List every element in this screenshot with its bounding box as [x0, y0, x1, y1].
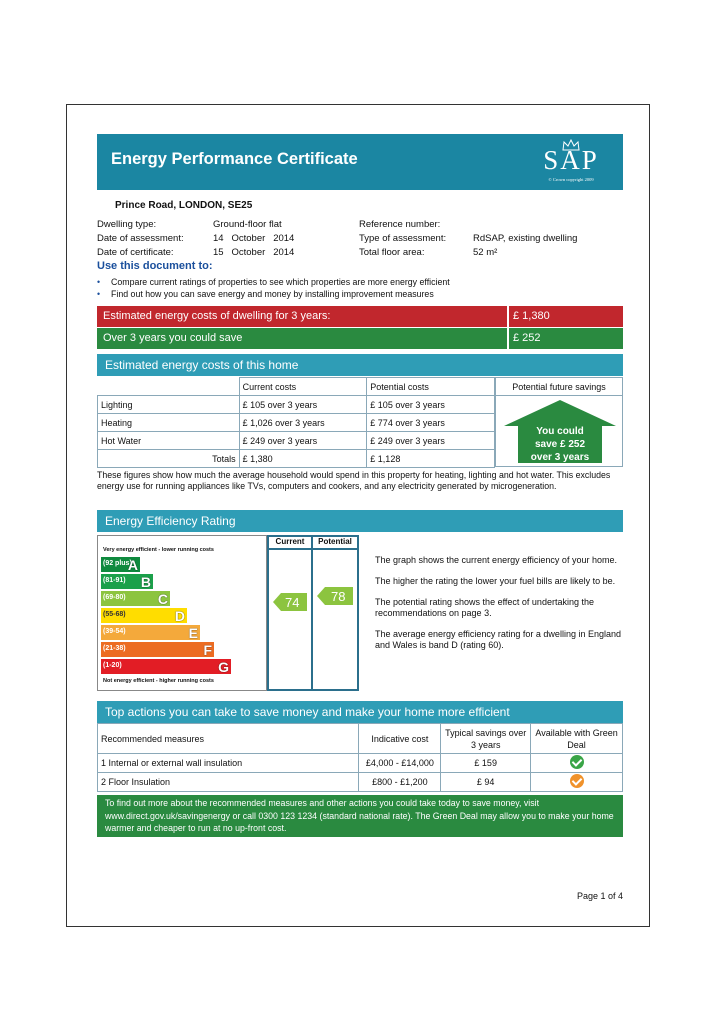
efficiency-rating-heading [97, 510, 623, 532]
top-actions-heading [97, 701, 623, 723]
dwelling-info-right [359, 219, 621, 261]
cost-item-current: £ 105 over 3 years [239, 396, 367, 414]
dwelling-type-label: Dwelling type: [97, 219, 157, 230]
rating-text: The average energy efficiency rating for a dwelling in England and Wales is band D (rating 60). [375, 629, 621, 650]
action-cost: £800 - £1,200 [359, 773, 441, 792]
potential-saving-bar [97, 328, 623, 349]
certificate-page [66, 104, 650, 927]
estimated-costs-heading-text: Estimated energy costs of this home [105, 358, 299, 372]
costs-note: These figures show how much the average household would spend in this property for heating, lighting and hot water. This excludes energy use for running appliances like TVs, computers and cookers, and any electricity generated by microgeneration. [97, 470, 611, 491]
estimated-cost-value: £ 1,380 [507, 306, 623, 327]
certificate-date-value: 15 October 2014 [213, 247, 295, 258]
band-range: (69-80) [103, 594, 126, 601]
table-row [98, 432, 495, 450]
use-document-bullet: • Compare current ratings of properties to see which properties are more energy efficient [111, 277, 450, 287]
action-measure: 2 Floor Insulation [98, 773, 359, 792]
potential-column [311, 535, 359, 691]
band-range: (92 plus) [103, 560, 132, 567]
cost-item-potential: £ 774 over 3 years [367, 414, 495, 432]
totals-label: Totals [98, 450, 240, 468]
property-address: Prince Road, LONDON, SE25 [115, 200, 253, 211]
band-letter: F [203, 642, 212, 658]
certificate-date-label: Date of certificate: [97, 247, 174, 258]
col-potential-costs: Potential costs [367, 378, 495, 396]
current-column [267, 535, 313, 691]
col-indicative-cost: Indicative cost [359, 724, 441, 754]
more-info-bar: To find out more about the recommended measures and other actions you could take today to save money, visit www.direct.gov.uk/savingenergy or call 0300 123 1234 (standard national rate). The Green Deal may allow you to make your home warmer and cheaper to run at no up-front cost. [97, 795, 623, 837]
savings-line: You could [536, 426, 584, 437]
col-recommended-measures: Recommended measures [98, 724, 359, 754]
assessment-type-label: Type of assessment: [359, 233, 447, 244]
rating-text: The graph shows the current energy efficiency of your home. [375, 555, 617, 565]
table-row [98, 414, 495, 432]
estimated-costs-heading [97, 354, 623, 376]
floor-area-value: 52 m² [473, 247, 498, 258]
top-actions-heading-text: Top actions you can take to save money and make your home more efficient [105, 705, 510, 719]
bottom-caption: Not energy efficient - higher running costs [103, 678, 214, 684]
sap-copyright: © Crown copyright 2009 [548, 177, 594, 182]
assessment-date-label: Date of assessment: [97, 233, 184, 244]
cost-item-name: Lighting [98, 396, 240, 414]
future-savings-header: Potential future savings [512, 382, 606, 392]
col-typical-savings: Typical savings over 3 years [441, 724, 531, 754]
savings-line: save £ 252 [534, 439, 586, 450]
savings-house-text [502, 425, 618, 464]
potential-saving-value: £ 252 [507, 328, 623, 349]
floor-area-label: Total floor area: [359, 247, 425, 258]
dwelling-type-value: Ground-floor flat [213, 219, 282, 230]
assessment-date-value: 14 October 2014 [213, 233, 295, 244]
assessment-type-value: RdSAP, existing dwelling [473, 233, 578, 244]
band-letter: A [127, 557, 138, 573]
band-letter: C [157, 591, 168, 607]
table-row [98, 773, 623, 792]
estimated-cost-bar [97, 306, 623, 327]
sap-logo [535, 139, 607, 185]
top-caption: Very energy efficient - lower running costs [103, 547, 214, 553]
costs-table [97, 377, 495, 468]
sap-logo-text: SAP [543, 145, 599, 175]
savings-line: over 3 years [530, 452, 590, 463]
band-range: (1-20) [103, 662, 122, 669]
rating-band-c [101, 591, 170, 606]
action-savings: £ 159 [441, 754, 531, 773]
cost-item-current: £ 249 over 3 years [239, 432, 367, 450]
total-current: £ 1,380 [239, 450, 367, 468]
rating-text: The potential rating shows the effect of undertaking the recommendations on page 3. [375, 597, 594, 618]
table-row [98, 396, 495, 414]
green-deal-cell [531, 754, 623, 773]
cost-item-potential: £ 105 over 3 years [367, 396, 495, 414]
potential-saving-label: Over 3 years you could save [103, 332, 243, 344]
cost-item-name: Hot Water [98, 432, 240, 450]
costs-table-corner [98, 378, 240, 396]
cost-item-name: Heating [98, 414, 240, 432]
current-rating-value: 74 [285, 595, 300, 610]
current-column-header: Current [269, 537, 311, 550]
action-cost: £4,000 - £14,000 [359, 754, 441, 773]
potential-rating-value: 78 [331, 589, 346, 604]
rating-band-g [101, 659, 231, 674]
col-current-costs: Current costs [239, 378, 367, 396]
totals-row [98, 450, 495, 468]
cost-item-potential: £ 249 over 3 years [367, 432, 495, 450]
rating-band-f [101, 642, 214, 657]
rating-band-a [101, 557, 140, 572]
cost-item-current: £ 1,026 over 3 years [239, 414, 367, 432]
page-number: Page 1 of 4 [577, 891, 624, 901]
certificate-header [97, 134, 623, 190]
use-document-title: Use this document to: [97, 260, 213, 272]
band-letter: B [140, 574, 151, 590]
band-letter: G [218, 659, 229, 675]
dwelling-info-left [97, 219, 367, 261]
future-savings-panel [495, 377, 623, 467]
efficiency-chart [97, 535, 359, 691]
band-range: (21-38) [103, 645, 126, 652]
green-deal-cell [531, 773, 623, 792]
green-deal-check-icon [570, 755, 584, 769]
band-range: (39-54) [103, 628, 126, 635]
col-green-deal: Available with Green Deal [531, 724, 623, 754]
band-letter: D [174, 608, 185, 624]
potential-column-header: Potential [313, 537, 357, 550]
use-document-bullet: • Find out how you can save energy and money by installing improvement measures [111, 289, 434, 299]
rating-explanation [375, 555, 623, 651]
rating-band-d [101, 608, 187, 623]
band-range: (55-68) [103, 611, 126, 618]
rating-text: The higher the rating the lower your fuel bills are likely to be. [375, 576, 616, 586]
table-row [98, 754, 623, 773]
band-range: (81-91) [103, 577, 126, 584]
actions-table [97, 723, 623, 792]
reference-label: Reference number: [359, 219, 441, 230]
band-letter: E [188, 625, 198, 641]
estimated-cost-label: Estimated energy costs of dwelling for 3 years: [103, 310, 331, 322]
total-potential: £ 1,128 [367, 450, 495, 468]
action-savings: £ 94 [441, 773, 531, 792]
action-measure: 1 Internal or external wall insulation [98, 754, 359, 773]
rating-band-b [101, 574, 153, 589]
certificate-title: Energy Performance Certificate [111, 150, 358, 168]
efficiency-rating-heading-text: Energy Efficiency Rating [105, 514, 236, 528]
rating-band-e [101, 625, 200, 640]
green-deal-check-icon [570, 774, 584, 788]
